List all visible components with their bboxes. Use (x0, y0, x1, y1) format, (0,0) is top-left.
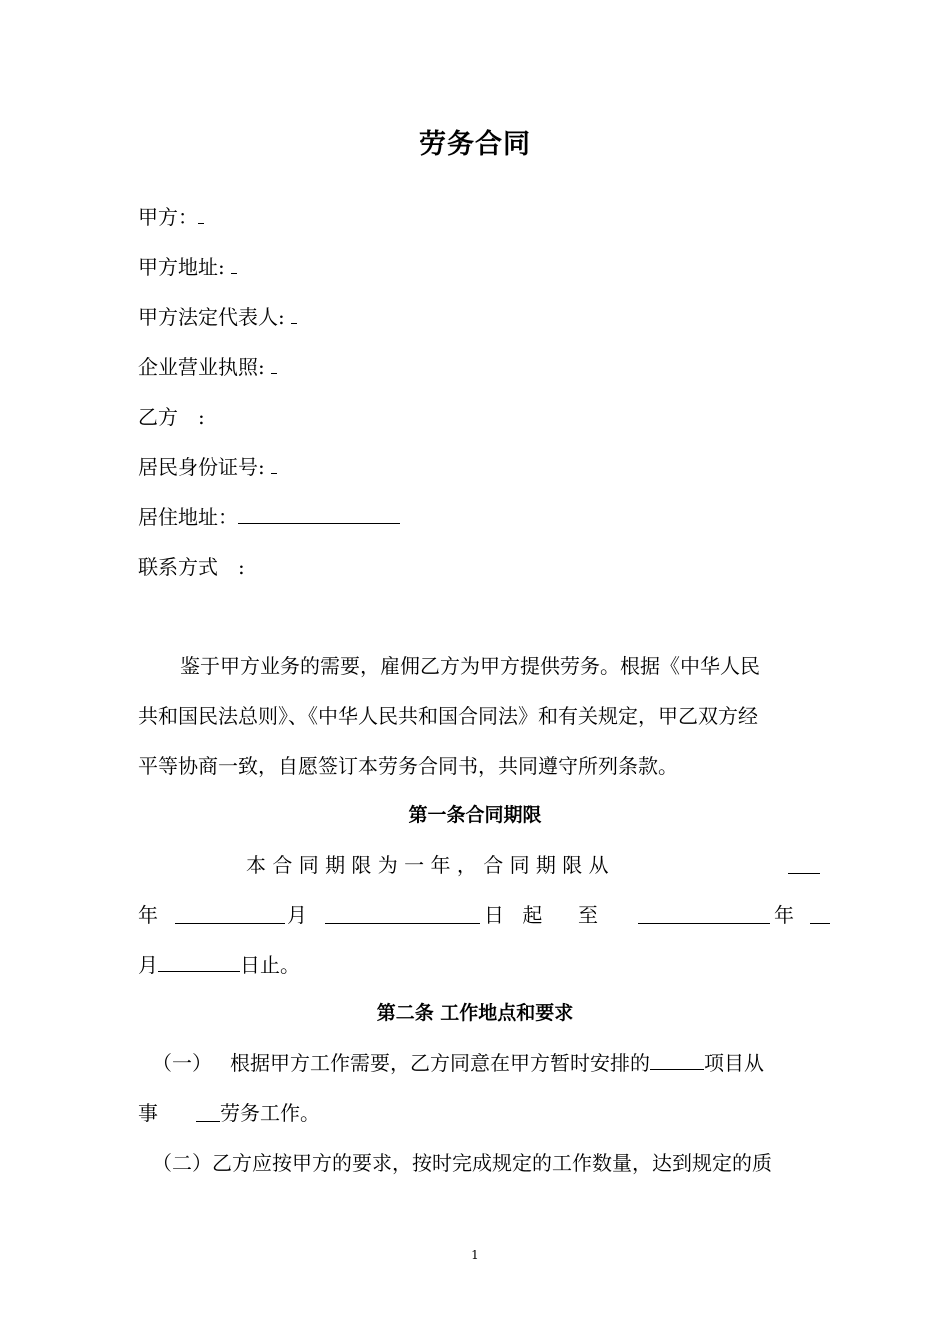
residence-address-field (138, 503, 400, 531)
end-label: 日止。 (240, 953, 300, 977)
year-blank-1 (175, 903, 285, 924)
item-1-prefix: （一） (152, 1051, 212, 1075)
id-number-blank (271, 453, 277, 474)
item-1-line2-end: 劳务工作。 (220, 1101, 320, 1125)
article-2-item-1-line-2 (138, 1099, 158, 1127)
party-a-rep-field (138, 303, 297, 331)
article-2-item-1-body (230, 1049, 764, 1077)
year-label-2: 年 (774, 903, 794, 927)
item-1-text: 根据甲方工作需要，乙方同意在甲方暂时安排的 (230, 1051, 650, 1075)
item-1-line2-start: 事 (138, 1101, 158, 1125)
term-start-blank (788, 853, 820, 874)
article-1-line-1 (246, 851, 609, 879)
intro-line-1: 鉴于甲方业务的需要，雇佣乙方为甲方提供劳务。根据《中华人民 (180, 654, 760, 678)
id-number-label: 居民身份证号: (138, 455, 265, 479)
month-label-2: 月 (138, 953, 158, 977)
intro-line-3: 平等协商一致，自愿签订本劳务合同书，共同遵守所列条款。 (138, 754, 678, 778)
id-number-field (138, 453, 277, 481)
article-2-item-1 (152, 1049, 212, 1077)
party-a-address-blank (231, 253, 237, 274)
article-2-heading: 第二条 工作地点和要求 (376, 1002, 574, 1024)
party-a-rep-label: 甲方法定代表人: (138, 305, 285, 329)
party-b-label: 乙方 : (138, 405, 205, 429)
year-label-1: 年 (138, 903, 158, 927)
residence-address-label: 居住地址： (138, 505, 238, 529)
business-license-label: 企业营业执照: (138, 355, 265, 379)
intro-line-2: 共和国民法总则》、《中华人民共和国合同法》和有关规定，甲乙双方经 (138, 704, 758, 728)
business-license-field (138, 353, 277, 381)
residence-address-blank (238, 503, 400, 524)
business-license-blank (271, 353, 277, 374)
party-a-rep-blank (291, 303, 297, 324)
party-a-address-label: 甲方地址: (138, 255, 225, 279)
article-1-line-2 (138, 901, 158, 929)
article-1-heading: 第一条合同期限 (408, 804, 542, 826)
party-b-field (138, 403, 205, 431)
year2-after-blank (810, 903, 830, 924)
contact-field (138, 553, 245, 581)
term-text: 本 合 同 期 限 为 一 年 ， 合 同 期 限 从 (246, 853, 609, 877)
month-blank-1 (325, 903, 480, 924)
month-blank-2 (158, 951, 240, 972)
party-a-blank (198, 203, 204, 224)
year-blank-2 (638, 903, 770, 924)
party-a-address-field (138, 253, 237, 281)
item-1-suffix: 项目从 (704, 1051, 764, 1075)
work-type-blank (196, 1101, 220, 1122)
party-a-label: 甲方： (138, 205, 198, 229)
article-1-line-3 (138, 951, 300, 979)
contact-label: 联系方式 : (138, 555, 245, 579)
party-a-field (138, 203, 204, 231)
page-number: 1 (471, 1248, 479, 1262)
month-label-1: 月 (287, 903, 307, 927)
document-title: 劳务合同 (419, 129, 531, 160)
to-label: 至 (578, 903, 598, 927)
project-blank (650, 1049, 704, 1070)
day-from-label: 日 起 (484, 903, 549, 927)
article-2-item-2: （二）乙方应按甲方的要求，按时完成规定的工作数量，达到规定的质 (152, 1151, 772, 1175)
